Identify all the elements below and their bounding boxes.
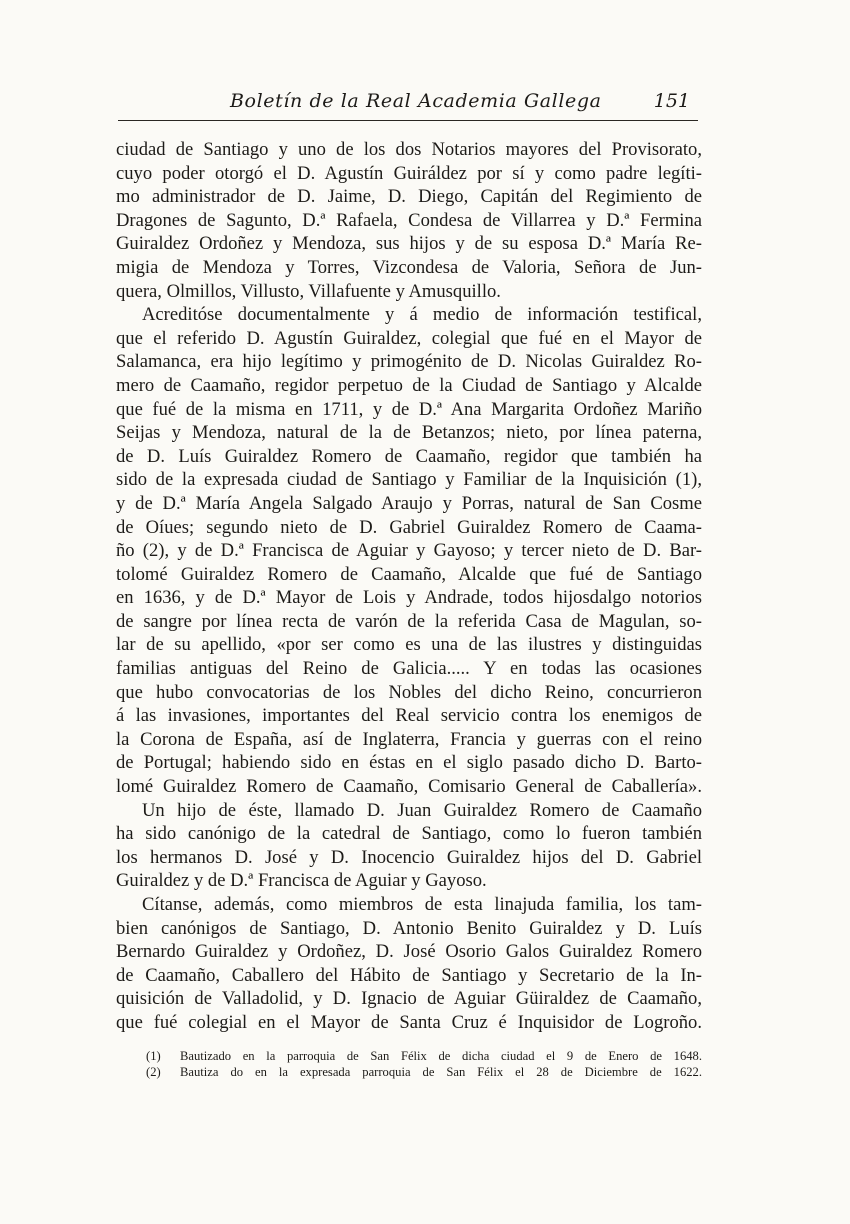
footnote-marker: (2) xyxy=(146,1065,161,1079)
text-line: que fué de la misma en 1711, y de D.ª Ana Margarita Ordoñez Mariño xyxy=(116,398,702,420)
text-line: y de D.ª María Angela Salgado Araujo y Porras, natural de San Cosme xyxy=(116,492,702,514)
text-line: quisición de Valladolid, y D. Ignacio de Aguiar Güiraldez de Caamaño, xyxy=(116,988,702,1010)
text-line: Salamanca, era hijo legítimo y primogénito de D. Nicolas Guiraldez Ro- xyxy=(116,351,702,373)
text-line: Bernardo Guiraldez y Ordoñez, D. José Osorio Galos Guiraldez Romero xyxy=(116,941,702,963)
text-line: ño (2), y de D.ª Francisca de Aguiar y Gayoso; y tercer nieto de D. Bar- xyxy=(116,540,702,562)
text-line: de Portugal; habiendo sido en éstas en el siglo pasado dicho D. Barto- xyxy=(116,752,702,774)
page-number: 151 xyxy=(653,90,690,112)
text-line: de D. Luís Guiraldez Romero de Caamaño, regidor que también ha xyxy=(116,445,702,467)
footnote-marker: (1) xyxy=(146,1049,161,1063)
text-line: de Caamaño, Caballero del Hábito de Santiago y Secretario de la In- xyxy=(116,964,702,986)
footnote xyxy=(146,1064,702,1080)
paragraph-start-line: Acreditóse documentalmente y á medio de información testifical, xyxy=(142,304,702,326)
text-line: de sangre por línea recta de varón de la referida Casa de Magulan, so- xyxy=(116,610,702,632)
body-text xyxy=(116,138,702,1035)
text-line: en 1636, y de D.ª Mayor de Lois y Andrade, todos hijosdalgo notorios xyxy=(116,587,702,609)
text-line: Guiraldez y de D.ª Francisca de Aguiar y Gayoso. xyxy=(116,870,487,892)
text-line: lar de su apellido, «por ser como es una de las ilustres y distinguidas xyxy=(116,634,702,656)
paragraph-start-line: Un hijo de éste, llamado D. Juan Guiraldez Romero de Caamaño xyxy=(142,799,702,821)
footnote xyxy=(146,1048,702,1064)
text-line: sido de la expresada ciudad de Santiago y Familiar de la Inquisición (1), xyxy=(116,469,702,491)
text-line: que el referido D. Agustín Guiraldez, colegial que fué en el Mayor de xyxy=(116,327,702,349)
footnote-text: Bautiza do en la expresada parroquia de San Félix el 28 de Diciembre de 1622. xyxy=(180,1065,702,1079)
text-line: quera, Olmillos, Villusto, Villafuente y Amusquillo. xyxy=(116,280,501,302)
footnotes xyxy=(146,1048,702,1080)
text-line: cuyo poder otorgó el D. Agustín Guiráldez por sí y como padre legíti- xyxy=(116,162,702,184)
text-line: Dragones de Sagunto, D.ª Rafaela, Condesa de Villarrea y D.ª Fermina xyxy=(116,209,702,231)
text-line: que hubo convocatorias de los Nobles del dicho Reino, concurrieron xyxy=(116,681,702,703)
text-line: tolomé Guiraldez Romero de Caamaño, Alcalde que fué de Santiago xyxy=(116,563,702,585)
text-line: á las invasiones, importantes del Real servicio contra los enemigos de xyxy=(116,705,702,727)
text-line: ciudad de Santiago y uno de los dos Notarios mayores del Provisorato, xyxy=(116,139,702,160)
text-line: los hermanos D. José y D. Inocencio Guiraldez hijos del D. Gabriel xyxy=(116,846,702,868)
text-line: Guiraldez Ordoñez y Mendoza, sus hijos y de su esposa D.ª María Re- xyxy=(116,233,702,255)
text-line: mero de Caamaño, regidor perpetuo de la Ciudad de Santiago y Alcalde xyxy=(116,374,702,396)
text-line: de Oíues; segundo nieto de D. Gabriel Guiraldez Romero de Caama- xyxy=(116,516,702,538)
text-line: familias antiguas del Reino de Galicia..... Y en todas las ocasiones xyxy=(116,658,702,680)
text-line: mo administrador de D. Jaime, D. Diego, Capitán del Regimiento de xyxy=(116,186,702,208)
paragraph-start-line: Cítanse, además, como miembros de esta linajuda familia, los tam- xyxy=(142,894,702,915)
text-line: ha sido canónigo de la catedral de Santiago, como lo fueron también xyxy=(116,823,702,845)
text-line: bien canónigos de Santiago, D. Antonio Benito Guiraldez y D. Luís xyxy=(116,917,702,939)
text-line: que fué colegial en el Mayor de Santa Cruz é Inquisidor de Logroño. xyxy=(116,1011,702,1033)
running-title: Boletín de la Real Academia Gallega xyxy=(230,90,602,112)
footnote-text: Bautizado en la parroquia de San Félix de dicha ciudad el 9 de Enero de 1648. xyxy=(180,1049,702,1063)
page-header xyxy=(118,86,698,121)
text-line: la Corona de España, así de Inglaterra, Francia y guerras con el reino xyxy=(116,728,702,750)
text-line: lomé Guiraldez Romero de Caamaño, Comisario General de Caballería». xyxy=(116,776,702,798)
text-line: migia de Mendoza y Torres, Vizcondesa de Valoria, Señora de Jun- xyxy=(116,256,702,278)
text-line: Seijas y Mendoza, natural de la de Betanzos; nieto, por línea paterna, xyxy=(116,422,702,444)
